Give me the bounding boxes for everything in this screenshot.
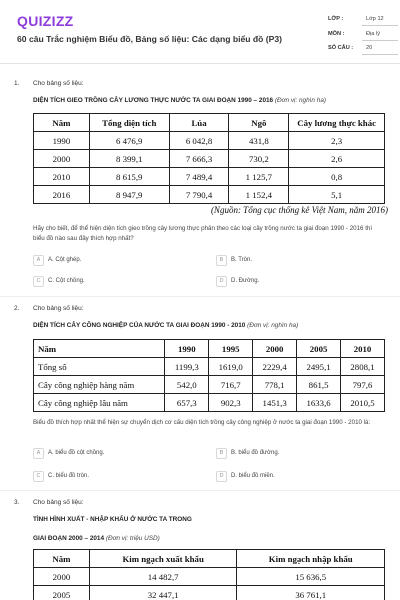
option-letter-badge: A [33,448,44,459]
table-cell: 861,5 [297,376,341,394]
table-cell: 6 042,8 [169,132,229,150]
meta-subject-underline [362,40,398,41]
table-header-cell: Lúa [169,114,229,132]
table-cell: 1199,3 [165,358,209,376]
option-letter-badge: B [216,255,227,266]
table-cell: 657,3 [165,394,209,412]
table-header-cell: Năm [34,340,165,358]
q1-unit: (Đơn vị: nghìn ha) [274,97,326,104]
table-cell: 2016 [34,186,90,204]
table-row [34,168,385,186]
q2-table-title [33,322,298,329]
q1-option-d[interactable] [216,275,259,287]
quizizz-logo[interactable]: QUIZIZZ [17,13,74,29]
table-row [34,150,385,168]
table-cell: 1 152,4 [229,186,289,204]
meta-subject-value: Địa lý [366,31,380,37]
table-header-cell: Ngô [229,114,289,132]
q1-title-text: DIỆN TÍCH GIEO TRỒNG CÂY LƯƠNG THỰC NƯỚC TA GIAI ĐOẠN 1990 – 2016 [33,97,274,104]
table-cell: 1 125,7 [229,168,289,186]
table-header-cell: Năm [34,114,90,132]
table-row [34,186,385,204]
header-divider [0,63,400,64]
page-header [0,0,400,62]
table-header-cell: 1995 [209,340,253,358]
option-text: B. Tròn. [231,257,253,263]
table-cell: 730,2 [229,150,289,168]
q2-option-a[interactable] [33,447,104,459]
table-cell: 8 399,1 [89,150,169,168]
q1-table-title [33,97,326,104]
table-cell: 7 790,4 [169,186,229,204]
q1-question: Hãy cho biết, để thể hiện diện tích gieo trồng cây lương thực phân theo các loại cây trồng nước ta giai đoạn 1990 - 2016 thì biểu đồ nào sau đây thích hợp nhất? [33,225,373,242]
option-letter-badge: B [216,448,227,459]
option-text: D. Đường. [231,278,260,284]
q2-data-table [33,339,385,412]
q3-data-table [33,549,385,600]
table-header-cell: Cây lương thực khác [289,114,385,132]
table-cell: 2495,1 [297,358,341,376]
table-cell: 1451,3 [253,394,297,412]
option-text: C. Cột chồng. [48,278,85,284]
option-letter-badge: A [33,255,44,266]
table-header-cell: 2005 [297,340,341,358]
meta-count-underline [362,54,398,55]
table-cell: 716,7 [209,376,253,394]
table-cell: 1990 [34,132,90,150]
q2-option-d[interactable] [216,470,275,482]
option-text: D. biểu đồ miền. [231,473,275,479]
meta-grade-label: LỚP : [328,16,344,22]
q2-title-text: DIỆN TÍCH CÂY CÔNG NGHIỆP CỦA NƯỚC TA GIAI ĐOẠN 1990 - 2010 [33,322,246,329]
meta-count-label: SỐ CÂU : [328,45,354,51]
option-letter-badge: D [216,471,227,482]
table-row [34,394,385,412]
table-cell: Cây công nghiệp hàng năm [34,376,165,394]
table-cell: 902,3 [209,394,253,412]
table-cell: 32 447,1 [89,586,237,600]
table-row [34,586,385,600]
table-header-cell: Kim ngạch nhập khẩu [237,550,385,568]
table-header-cell: Kim ngạch xuất khẩu [89,550,237,568]
q1-source: (Nguồn: Tổng cục thống kê Việt Nam, năm 2016) [210,205,388,215]
q2-option-b[interactable] [216,447,279,459]
q3-number: 3. [14,499,20,506]
table-header-row [34,340,385,358]
option-letter-badge: C [33,276,44,287]
option-text: A. Cột ghép. [48,257,82,263]
q1-number: 1. [14,80,20,87]
option-letter-badge: D [216,276,227,287]
q2-option-c[interactable] [33,470,89,482]
table-cell: 8 947,9 [89,186,169,204]
table-cell: Cây công nghiệp lâu năm [34,394,165,412]
table-cell: 15 636,5 [237,568,385,586]
table-cell: 5,1 [289,186,385,204]
q1-option-b[interactable] [216,254,252,266]
table-cell: 778,1 [253,376,297,394]
table-cell: 14 482,7 [89,568,237,586]
q1-option-c[interactable] [33,275,85,287]
meta-grade-value: Lớp 12 [366,16,384,22]
q2-unit: (Đơn vị: nghìn ha) [247,322,299,329]
q1-data-table [33,113,385,204]
table-row [34,132,385,150]
table-cell: 2,6 [289,150,385,168]
table-header-cell: Năm [34,550,90,568]
table-header-cell: Tổng diện tích [89,114,169,132]
table-header-cell: 2000 [253,340,297,358]
table-cell: 431,8 [229,132,289,150]
table-cell: 2005 [34,586,90,600]
q3-table-title-line2 [33,535,160,542]
question-divider [0,296,400,297]
table-cell: 7 666,3 [169,150,229,168]
table-cell: 2000 [34,568,90,586]
q3-title-text: GIAI ĐOẠN 2000 – 2014 [33,535,105,542]
q3-intro: Cho bảng số liệu: [33,499,84,506]
table-header-row [34,550,385,568]
meta-grade-underline [362,25,398,26]
table-cell: 2,3 [289,132,385,150]
table-header-cell: 2010 [341,340,385,358]
table-header-cell: 1990 [165,340,209,358]
option-letter-badge: C [33,471,44,482]
table-cell: 542,0 [165,376,209,394]
meta-subject-label: MÔN : [328,31,345,37]
table-header-row [34,114,385,132]
table-cell: 6 476,9 [89,132,169,150]
table-cell: 7 489,4 [169,168,229,186]
option-text: C. biểu đồ tròn. [48,473,90,479]
table-row [34,568,385,586]
question-divider [0,490,400,491]
q1-intro: Cho bảng số liệu: [33,80,84,87]
table-cell: 36 761,1 [237,586,385,600]
document-title: 60 câu Trắc nghiệm Biểu đồ, Bảng số liệu: Các dạng biểu đồ (P3) [17,34,283,44]
option-text: B. biểu đồ đường. [231,450,280,456]
table-cell: 1619,0 [209,358,253,376]
table-cell: 8 615,9 [89,168,169,186]
table-cell: 2808,1 [341,358,385,376]
q2-intro: Cho bảng số liệu: [33,305,84,312]
table-cell: 0,8 [289,168,385,186]
table-row [34,376,385,394]
table-cell: 2010 [34,168,90,186]
table-cell: 2229,4 [253,358,297,376]
option-text: A. biểu đồ cột chồng. [48,450,105,456]
q3-unit: (Đơn vị: triệu USD) [105,535,160,542]
table-cell: 797,6 [341,376,385,394]
q3-table-title-line1: TÌNH HÌNH XUẤT - NHẬP KHẨU Ở NƯỚC TA TRONG [33,516,192,523]
table-cell: 2000 [34,150,90,168]
meta-count-value: 20 [366,45,373,51]
q1-option-a[interactable] [33,254,81,266]
table-row [34,358,385,376]
q2-number: 2. [14,305,20,312]
q2-question: Biểu đồ thích hợp nhất thể hiện sự chuyển dịch cơ cấu diện tích trồng cây công nghiệp ở nước ta giai đoạn 1990 - 2010 là: [33,419,371,426]
table-cell: Tổng số [34,358,165,376]
table-cell: 2010,5 [341,394,385,412]
table-cell: 1633,6 [297,394,341,412]
